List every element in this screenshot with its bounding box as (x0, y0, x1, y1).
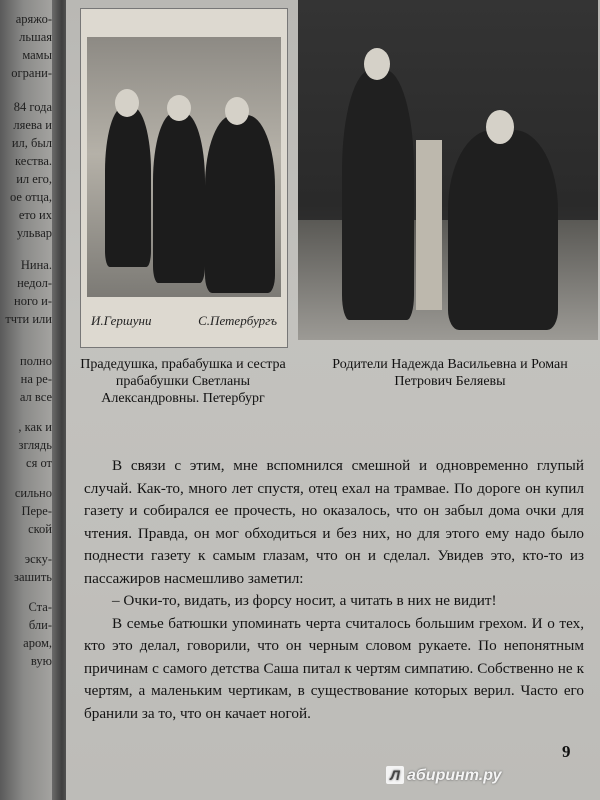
prev-page-text-fragment: ил, был (11, 136, 52, 150)
prev-page-text-fragment: зглядь (18, 438, 52, 452)
prev-page-text-fragment: мамы (22, 48, 52, 62)
prev-page-text-fragment: эску- (24, 552, 52, 566)
figure-man-head (115, 89, 139, 117)
figure-standing-woman-head (364, 48, 390, 80)
prev-page-text-fragment: Пере- (21, 504, 52, 518)
prev-page-text-fragment: тчти или (5, 312, 52, 326)
prev-page-text-fragment: аром, (23, 636, 52, 650)
figure-woman-right (205, 115, 275, 293)
prev-page-text-fragment: ето их (18, 208, 52, 222)
book-page (66, 0, 600, 800)
watermark-badge: Л (386, 766, 404, 784)
caption-left: Прадедушка, прабабушка и сестра прабабушки Светланы Александровны. Петербург (80, 357, 286, 406)
prev-page-text-fragment: ил его, (16, 172, 52, 186)
prev-page-text-fragment: недол- (17, 276, 52, 290)
prev-page-text-fragment: полно (20, 354, 52, 368)
page-number: 9 (562, 742, 571, 761)
prev-page-text-fragment: зашить (14, 570, 52, 584)
prev-page-text-fragment: сильно (14, 486, 52, 500)
paragraph: – Очки-то, видать, из форсу носит, а читать в них не видит! (112, 592, 497, 609)
paragraph: В семье батюшки упоминать черта считалось большим грехом. И о тех, кто это делал, говорили, что он черным словом рукаете. По непонятным причинам с самого детства Саша питал к чертям симпатию. Собственно не к чертям, а маленьким чертикам, в существование которых верил. Часто его бранили за то, что он качает ногой. (84, 614, 584, 722)
prev-page-text-fragment: кества. (14, 154, 52, 168)
body-text (84, 455, 584, 725)
prev-page-text-fragment: ал все (19, 390, 52, 404)
watermark-text: абиринт.ру (407, 767, 502, 784)
prev-page-text-fragment: ограни- (11, 66, 52, 80)
figure-woman-center-head (167, 95, 191, 121)
paragraph: В связи с этим, мне вспомнился смешной и одновременно глупый случай. Как-то, много лет спустя, отец ехал на трамвае. По дороге он купил газету и собирался ее прочесть, но оказалось, что он забыл дома очки для чтения. Правда, он мог обходиться и без них, но для этого ему надо было поднести газету к самым глазам, что он и сделал. Увидев это, кто-то из пассажиров насмешливо заметил: (84, 457, 584, 587)
figure-woman-right-head (225, 97, 249, 125)
prev-page-text-fragment: ской (28, 522, 52, 536)
caption-right: Родители Надежда Васильевна и Роман Петрович Беляевы (332, 357, 568, 389)
photo-studio-mark (91, 311, 277, 331)
prev-page-text-fragment: ного и- (14, 294, 52, 308)
figure-man (105, 107, 151, 267)
prev-page-text-fragment: Нина. (20, 258, 52, 272)
prev-page-text-fragment: Ста- (28, 600, 52, 614)
ornate-stand (416, 140, 442, 310)
previous-page-edge (0, 0, 58, 800)
studio-city: С.Петербургъ (198, 313, 277, 328)
photo-parents (298, 0, 598, 340)
prev-page-text-fragment: 84 года (13, 100, 52, 114)
figure-seated-man (448, 130, 558, 330)
prev-page-text-fragment: , как и (18, 420, 52, 434)
prev-page-text-fragment: аряжо- (15, 12, 52, 26)
figure-standing-woman (342, 70, 414, 320)
figure-woman-center (153, 113, 205, 283)
prev-page-text-fragment: ся от (26, 456, 52, 470)
prev-page-text-fragment: ульвар (16, 226, 52, 240)
watermark-logo (386, 766, 502, 785)
prev-page-text-fragment: бли- (28, 618, 52, 632)
photo-great-grandparents (80, 8, 288, 348)
prev-page-text-fragment: льшая (19, 30, 52, 44)
prev-page-text-fragment: вую (30, 654, 52, 668)
photo-image (87, 37, 281, 297)
prev-page-text-fragment: ое отца, (10, 190, 52, 204)
studio-name: И.Гершуни (91, 313, 152, 328)
prev-page-text-fragment: ляева и (13, 118, 52, 132)
prev-page-text-fragment: на ре- (20, 372, 52, 386)
figure-seated-man-head (486, 110, 514, 144)
